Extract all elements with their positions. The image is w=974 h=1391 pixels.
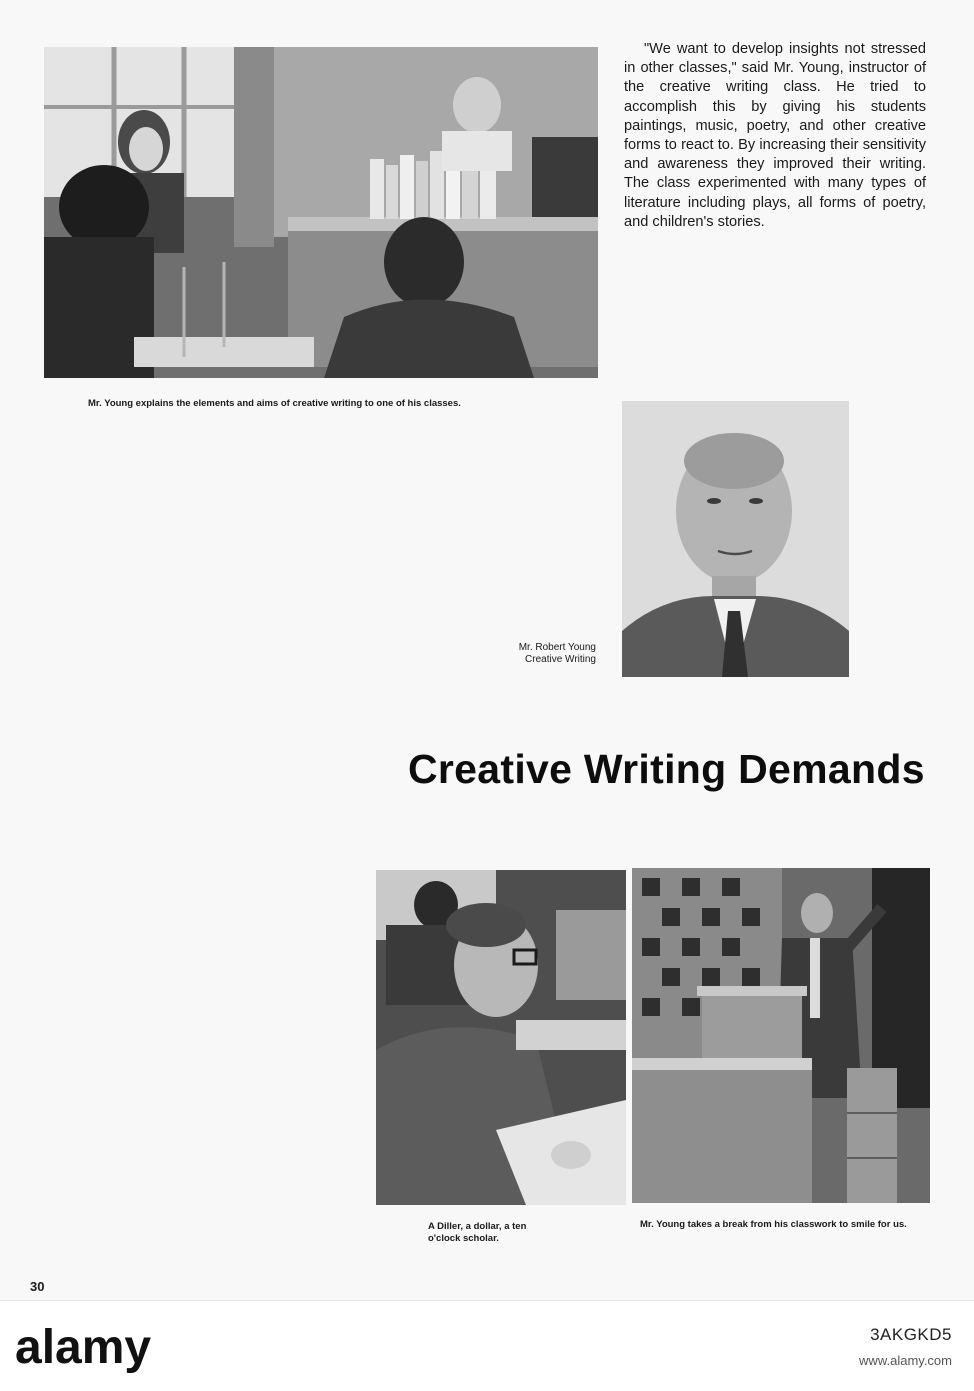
watermark-url: www.alamy.com bbox=[859, 1353, 952, 1368]
student-photo bbox=[376, 870, 626, 1205]
watermark-footer bbox=[0, 1300, 974, 1391]
student-caption: A Diller, a dollar, a ten o'clock scholar. bbox=[428, 1221, 527, 1244]
logo-text: alamy bbox=[15, 1321, 152, 1374]
page-number: 30 bbox=[30, 1279, 45, 1294]
alamy-logo bbox=[15, 1319, 205, 1375]
page-headline: Creative Writing Demands bbox=[408, 746, 925, 792]
portrait-name: Mr. Robert Young bbox=[518, 642, 596, 653]
portrait-photo bbox=[622, 401, 849, 677]
image-id: 3AKGKD5 bbox=[870, 1325, 952, 1344]
teacher-photo bbox=[632, 868, 930, 1203]
classroom-photo bbox=[44, 47, 598, 378]
portrait-subject: Creative Writing bbox=[525, 654, 596, 665]
portrait-caption bbox=[470, 642, 596, 666]
article-body: "We want to develop insights not stressed in other classes," said Mr. Young, instructor of the creative writing class. He tried to accomplish this by giving his students paintings, music, poetry, and other creative forms to react to. By increasing their sensitivity and awareness they improved their writing. The class experimented with many types of literature including plays, all forms of poetry, and children's stories. bbox=[624, 41, 926, 230]
classroom-caption: Mr. Young explains the elements and aims of creative writing to one of his classes. bbox=[88, 398, 461, 409]
teacher-caption: Mr. Young takes a break from his classwork to smile for us. bbox=[640, 1219, 907, 1230]
